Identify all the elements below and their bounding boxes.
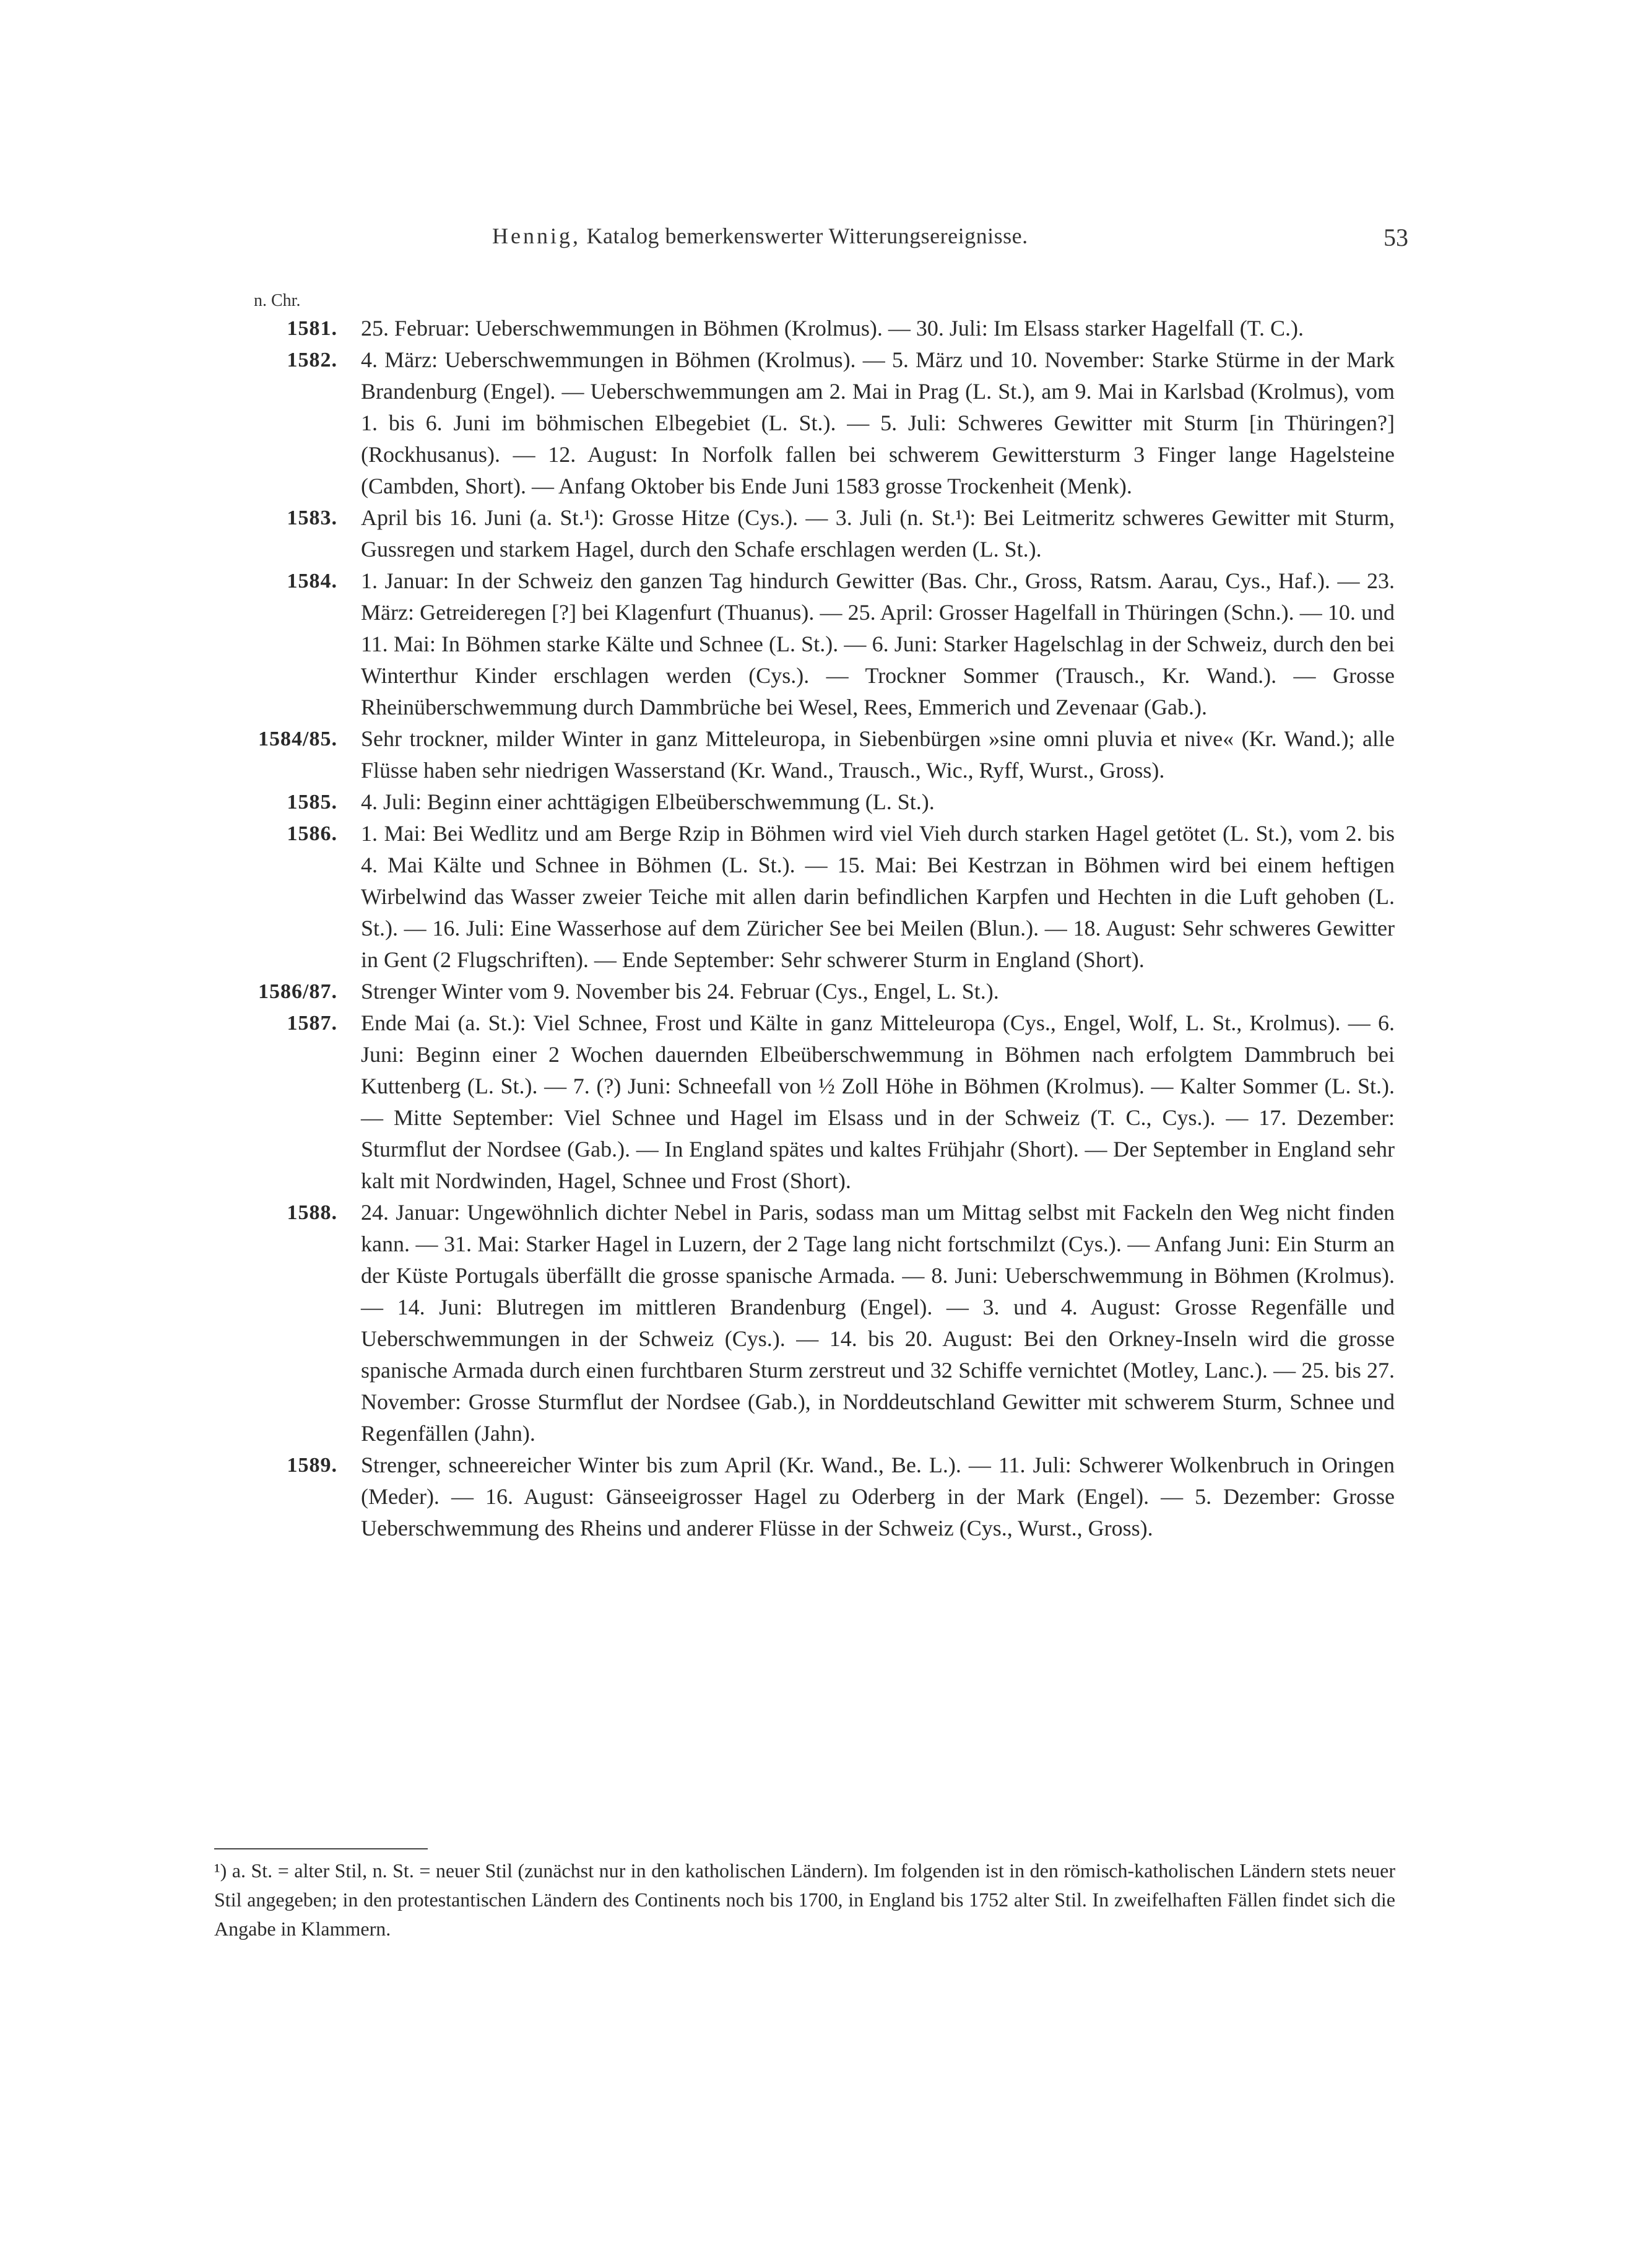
entry-1586 xyxy=(0,818,1633,976)
entry-year: 1586/87. xyxy=(258,980,337,1003)
entry-year: 1583. xyxy=(287,506,337,529)
entry-text: 24. Januar: Ungewöhnlich dichter Nebel in Paris, sodass man um Mittag selbst mit Fackeln den Weg nicht finden kann. — 31. Mai: Starker Hagel in Luzern, der 2 Tage lang nicht fortschmilzt (Cys.). — Anfang Juni: Ein Sturm an der Küste Portugals überfällt die grosse spanische Armada. — 8. Juni: Ueberschwemmung in Böhmen (Krolmus). — 14. Juni: Blutregen im mittleren Brandenburg (Engel). — 3. und 4. August: Grosse Regenfälle und Ueberschwemmungen in der Schweiz (Cys.). — 14. bis 20. August: Bei den Orkney-Inseln wird die grosse spanische Armada durch einen furchtbaren Sturm zerstreut und 32 Schiffe vernichtet (Motley, Lanc.). — 25. bis 27. November: Grosse Sturmflut der Nordsee (Gab.), in Norddeutschland Gewitter mit schwerem Sturm, Schnee und Regenfällen (Jahn). xyxy=(361,1200,1395,1446)
entry-year: 1584. xyxy=(287,570,337,593)
entry-1587 xyxy=(0,1007,1633,1197)
era-label: n. Chr. xyxy=(254,291,301,310)
entry-1589 xyxy=(0,1449,1633,1544)
entry-1586-87 xyxy=(0,976,1633,1007)
entry-year: 1585. xyxy=(287,791,337,814)
entry-text: Sehr trockner, milder Winter in ganz Mitteleuropa, in Siebenbürgen »sine omni pluvia et nive« (Kr. Wand.); alle Flüsse haben sehr niedrigen Wasserstand (Kr. Wand., Trausch., Wic., Ryff, Wurst., Gross). xyxy=(361,726,1395,783)
entry-text: 1. Mai: Bei Wedlitz und am Berge Rzip in Böhmen wird viel Vieh durch starken Hagel getötet (L. St.), vom 2. bis 4. Mai Kälte und Schnee in Böhmen (L. St.). — 15. Mai: Bei Kestrzan in Böhmen wird bei einem heftigen Wirbelwind das Wasser zweier Teiche mit allen darin befindlichen Karpfen und Hechten in die Luft gehoben (L. St.). — 16. Juli: Eine Wasserhose auf dem Züricher See bei Meilen (Blun.). — 18. August: Sehr schweres Gewitter in Gent (2 Flugschriften). — Ende September: Sehr schwerer Sturm in England (Short). xyxy=(361,821,1395,972)
entry-text: Ende Mai (a. St.): Viel Schnee, Frost und Kälte in ganz Mitteleuropa (Cys., Engel, Wolf, L. St., Krolmus). — 6. Juni: Beginn einer 2 Wochen dauernden Elbeüberschwemmung in Böhmen nach erfolgtem Dammbruch bei Kuttenberg (L. St.). — 7. (?) Juni: Schneefall von ½ Zoll Höhe in Böhmen (Krolmus). — Kalter Sommer (L. St.). — Mitte September: Viel Schnee und Hagel im Elsass und in der Schweiz (T. C., Cys.). — 17. Dezember: Sturmflut der Nordsee (Gab.). — In England spätes und kaltes Frühjahr (Short). — Der September in England sehr kalt mit Nordwinden, Hagel, Schnee und Frost (Short). xyxy=(361,1010,1395,1193)
entry-text: 25. Februar: Ueberschwemmungen in Böhmen (Krolmus). — 30. Juli: Im Elsass starker Hagelfall (T. C.). xyxy=(361,316,1304,341)
entry-1581 xyxy=(0,313,1633,344)
running-head-title: Katalog bemerkenswerter Witterungsereignisse. xyxy=(586,224,1028,248)
entry-1582 xyxy=(0,344,1633,502)
running-head-author: Hennig, xyxy=(492,224,581,248)
entry-1584-85 xyxy=(0,723,1633,786)
entry-year: 1587. xyxy=(287,1012,337,1035)
entry-year: 1581. xyxy=(287,317,337,340)
entry-year: 1586. xyxy=(287,822,337,845)
entry-1585 xyxy=(0,786,1633,818)
entry-year: 1582. xyxy=(287,349,337,371)
footnote-divider xyxy=(214,1848,428,1849)
entry-text: 1. Januar: In der Schweiz den ganzen Tag hindurch Gewitter (Bas. Chr., Gross, Ratsm. Aarau, Cys., Haf.). — 23. März: Getreideregen [?] bei Klagenfurt (Thuanus). — 25. April: Grosser Hagelfall in Thüringen (Schn.). — 10. und 11. Mai: In Böhmen starke Kälte und Schnee (L. St.). — 6. Juni: Starker Hagelschlag in der Schweiz, durch den bei Winterthur Kinder erschlagen werden (Cys.). — Trockner Sommer (Trausch., Kr. Wand.). — Grosse Rheinüberschwemmung durch Dammbrüche bei Wesel, Rees, Emmerich und Zevenaar (Gab.). xyxy=(361,568,1395,719)
entry-text: April bis 16. Juni (a. St.¹): Grosse Hitze (Cys.). — 3. Juli (n. St.¹): Bei Leitmeritz schweres Gewitter mit Sturm, Gussregen und starkem Hagel, durch den Schafe erschlagen werden (L. St.). xyxy=(361,505,1395,562)
entries-list xyxy=(0,313,1633,1544)
entry-text: 4. März: Ueberschwemmungen in Böhmen (Krolmus). — 5. März und 10. November: Starke Stürme in der Mark Brandenburg (Engel). — Ueberschwemmungen am 2. Mai in Prag (L. St.), am 9. Mai in Karlsbad (Krolmus), vom 1. bis 6. Juni im böhmischen Elbegebiet (L. St.). — 5. Juli: Schweres Gewitter mit Sturm [in Thüringen?] (Rockhusanus). — 12. August: In Norfolk fallen bei schwerem Gewittersturm 3 Finger lange Hagelsteine (Cambden, Short). — Anfang Oktober bis Ende Juni 1583 grosse Trockenheit (Menk). xyxy=(361,347,1395,498)
entry-year: 1584/85. xyxy=(258,728,337,750)
footnote xyxy=(214,1856,1395,1944)
entry-1584 xyxy=(0,565,1633,723)
entry-text: Strenger, schneereicher Winter bis zum April (Kr. Wand., Be. L.). — 11. Juli: Schwerer Wolkenbruch in Oringen (Meder). — 16. August: Gänseeigrosser Hagel zu Oderberg in der Mark (Engel). — 5. Dezember: Grosse Ueberschwemmung des Rheins und anderer Flüsse in der Schweiz (Cys., Wurst., Gross). xyxy=(361,1453,1395,1540)
entry-text: Strenger Winter vom 9. November bis 24. Februar (Cys., Engel, L. St.). xyxy=(361,979,999,1004)
entry-1583 xyxy=(0,502,1633,565)
entry-1588 xyxy=(0,1197,1633,1449)
entry-year: 1588. xyxy=(287,1201,337,1224)
running-head xyxy=(492,223,1396,249)
entry-year: 1589. xyxy=(287,1454,337,1477)
footnote-text: ¹) a. St. = alter Stil, n. St. = neuer Stil (zunächst nur in den katholischen Ländern). Im folgenden ist in den römisch-katholischen Ländern stets neuer Stil angegeben; in den protestantischen Ländern des Continents noch bis 1700, in England bis 1752 alter Stil. In zweifelhaften Fällen findet sich die Angabe in Klammern. xyxy=(214,1859,1395,1940)
page-number: 53 xyxy=(1384,224,1408,251)
entry-text: 4. Juli: Beginn einer achttägigen Elbeüberschwemmung (L. St.). xyxy=(361,789,935,814)
